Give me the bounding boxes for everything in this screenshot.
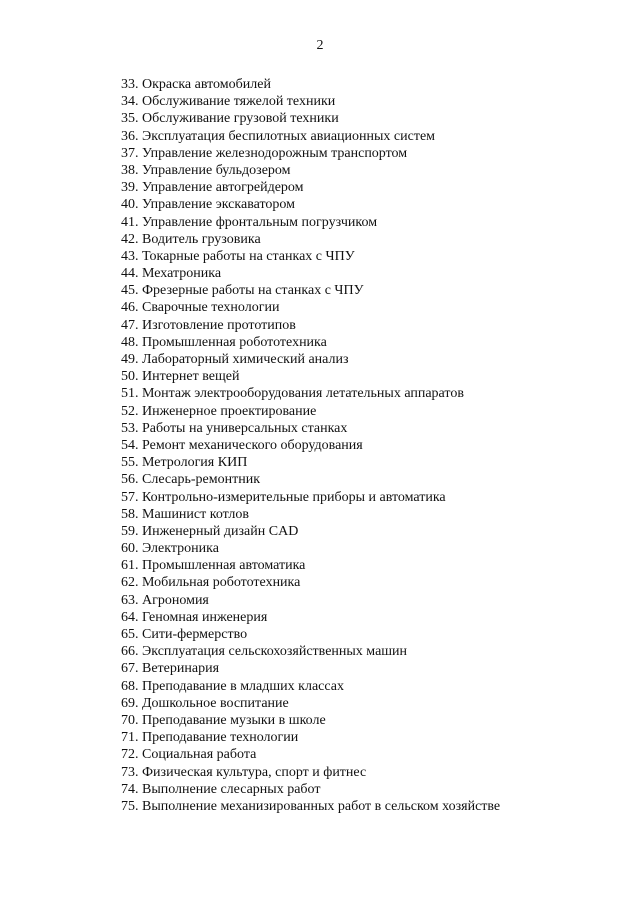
- list-item: 58. Машинист котлов: [121, 506, 250, 522]
- list-item: 38. Управление бульдозером: [121, 162, 291, 178]
- list-item: 73. Физическая культура, спорт и фитнес: [121, 764, 367, 780]
- list-item: 71. Преподавание технологии: [121, 730, 299, 746]
- list-item: 48. Промышленная робототехника: [121, 334, 327, 350]
- list-item: 75. Выполнение механизированных работ в сельском хозяйстве: [121, 798, 501, 814]
- list-item: 49. Лабораторный химический анализ: [121, 352, 349, 367]
- list-item: 63. Агрономия: [121, 592, 209, 608]
- competency-list: [121, 76, 621, 815]
- list-item: 34. Обслуживание тяжелой техники: [121, 94, 336, 110]
- list-item: 56. Слесарь-ремонтник: [121, 472, 261, 488]
- list-item: 51. Монтаж электрооборудования летательных аппаратов: [121, 386, 464, 402]
- list-item: 50. Интернет вещей: [121, 369, 240, 385]
- list-item: 67. Ветеринария: [121, 661, 220, 677]
- list-item: 53. Работы на универсальных станках: [121, 420, 348, 436]
- list-item: 68. Преподавание в младших классах: [121, 678, 344, 694]
- list-item: 66. Эксплуатация сельскохозяйственных машин: [121, 644, 408, 660]
- list-item: 61. Промышленная автоматика: [121, 558, 306, 574]
- list-item: 43. Токарные работы на станках с ЧПУ: [121, 248, 355, 264]
- list-item: 41. Управление фронтальным погрузчиком: [121, 214, 378, 230]
- list-item: 72. Социальная работа: [121, 747, 257, 763]
- list-item: 35. Обслуживание грузовой техники: [121, 111, 339, 127]
- list-item: 47. Изготовление прототипов: [121, 317, 296, 333]
- list-item: 54. Ремонт механического оборудования: [121, 437, 363, 453]
- list-item: 55. Метрология КИП: [121, 455, 248, 471]
- page-number: 2: [316, 38, 324, 53]
- list-item: 60. Электроника: [121, 541, 219, 557]
- list-item: 74. Выполнение слесарных работ: [121, 781, 321, 797]
- list-item: 59. Инженерный дизайн CAD: [121, 523, 299, 539]
- list-item: 46. Сварочные технологии: [121, 300, 280, 316]
- list-item: 70. Преподавание музыки в школе: [121, 712, 326, 728]
- list-item: 40. Управление экскаватором: [121, 197, 295, 213]
- list-item: 57. Контрольно-измерительные приборы и автоматика: [121, 489, 446, 505]
- list-item: 64. Геномная инженерия: [121, 609, 268, 625]
- list-item: 69. Дошкольное воспитание: [121, 695, 289, 711]
- list-item: 33. Окраска автомобилей: [121, 77, 271, 92]
- list-item: 42. Водитель грузовика: [121, 231, 261, 247]
- list-item: 62. Мобильная робототехника: [121, 575, 301, 591]
- list-item: 36. Эксплуатация беспилотных авиационных систем: [121, 128, 436, 144]
- list-item: 37. Управление железнодорожным транспортом: [121, 145, 408, 161]
- list-item: 44. Мехатроника: [121, 266, 222, 282]
- list-item: 39. Управление автогрейдером: [121, 180, 304, 196]
- list-item: 65. Сити-фермерство: [121, 627, 248, 642]
- list-item: 52. Инженерное проектирование: [121, 403, 317, 419]
- list-item: 45. Фрезерные работы на станках с ЧПУ: [121, 283, 364, 299]
